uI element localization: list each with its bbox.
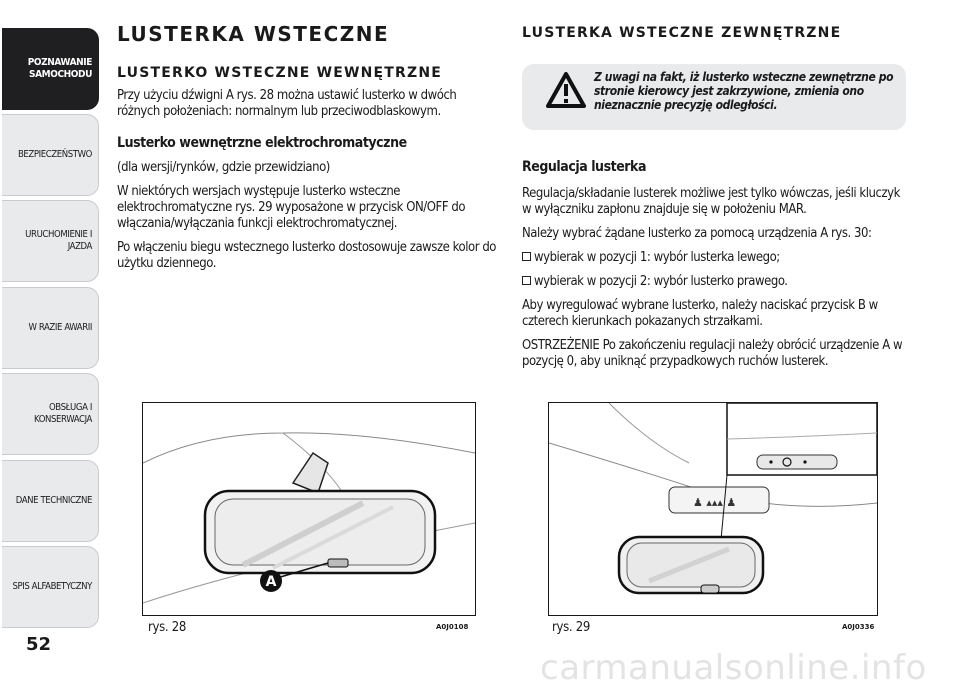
page-title: LUSTERKA WSTECZNE	[117, 22, 390, 46]
warning-triangle-icon	[546, 72, 586, 108]
section-title-exterior-mirrors: LUSTERKA WSTECZNE ZEWNĘTRZNE	[522, 25, 842, 41]
paragraph: W niektórych wersjach występuje lusterko wsteczne elektrochromatyczne rys. 29 wyposażone w przycisk ON/OFF do włączania/wyłączania funkcji elektrochromatycznej.	[117, 184, 466, 231]
interior-mirror-illustration	[143, 403, 475, 615]
paragraph: Przy użyciu dźwigni A rys. 28 można ustawić lusterko w dwóch różnych położeniach: normalnym lub przeciwodblaskowym.	[117, 88, 457, 119]
tab-dane-techniczne[interactable]	[2, 460, 99, 542]
left-body	[117, 88, 497, 280]
tab-label-line: URUCHOMIENIE I	[25, 229, 92, 240]
figure-code: A0J0108	[436, 623, 469, 631]
tab-label-line: W RAZIE AWARII	[28, 322, 92, 333]
tab-label-line: BEZPIECZEŃSTWO	[17, 149, 92, 160]
paragraph: Po włączeniu biegu wstecznego lusterko dostosowuje zawsze kolor do użytku dziennego.	[117, 240, 497, 271]
section-title-interior-mirror: LUSTERKO WSTECZNE WEWNĘTRZNE	[117, 65, 443, 81]
tab-uruchomienie-i-jazda[interactable]	[2, 200, 99, 282]
list-item	[522, 250, 912, 266]
list-item-text: wybierak w pozycji 2: wybór lusterko prawego.	[534, 274, 788, 289]
warning-text: Z uwagi na fakt, iż lusterko wsteczne zewnętrzne po stronie kierowcy jest zakrzywione, zmienia ono nieznacznie precyzję odległości.	[594, 70, 894, 112]
figure-29-frame	[548, 402, 878, 616]
list-item	[522, 274, 912, 290]
paragraph: Aby wyregulować wybrane lusterko, należy naciskać przycisk B w czterech kierunkach pokazanych strzałkami.	[522, 298, 878, 329]
paragraph: Regulacja/składanie lusterek możliwe jest tylko wówczas, jeśli kluczyk w wyłączniku zapłonu znajduje się w położeniu MAR.	[522, 186, 900, 217]
subsection-title-electrochromic: Lusterko wewnętrzne elektrochromatyczne	[117, 135, 407, 151]
watermark-text: carmanualsonline.info	[540, 648, 927, 688]
note: (dla wersji/rynków, gdzie przewidziano)	[117, 160, 330, 175]
callout-a-label: A	[265, 574, 277, 590]
tab-spis-alfabetyczny[interactable]	[2, 546, 99, 628]
tab-label-line: SAMOCHODU	[29, 69, 92, 80]
tab-label-line: SPIS ALFABETYCZNY	[12, 581, 92, 592]
paragraph: Należy wybrać żądane lusterko za pomocą urządzenia A rys. 30:	[522, 226, 872, 241]
figure-code: A0J0336	[842, 623, 875, 631]
figure-caption: rys. 28	[148, 620, 187, 635]
chapter-sidebar	[0, 0, 101, 686]
tab-label-line: POZNAWANIE	[27, 57, 92, 68]
figure-28-frame	[142, 402, 476, 616]
paragraph: OSTRZEŻENIE Po zakończeniu regulacji należy obrócić urządzenie A w pozycję 0, aby uniknąć przypadkowych ruchów lusterek.	[522, 338, 903, 369]
tab-obsluga-i-konserwacja[interactable]	[2, 373, 99, 455]
tab-poznawanie-samochodu[interactable]	[2, 28, 99, 110]
subsection-title-mirror-adjustment: Regulacja lusterka	[522, 159, 647, 175]
list-item-text: wybierak w pozycji 1: wybór lusterka lewego;	[534, 250, 780, 265]
tab-label-line: OBSŁUGA I	[48, 402, 92, 413]
page-number: 52	[26, 634, 52, 655]
tab-label-line: KONSERWACJA	[34, 414, 92, 425]
tab-bezpieczenstwo[interactable]	[2, 114, 99, 196]
right-body	[522, 158, 912, 378]
warning-box	[522, 64, 906, 130]
tab-label-line: JAZDA	[67, 241, 92, 252]
checkbox-square-icon	[522, 276, 531, 285]
figure-caption: rys. 29	[552, 620, 591, 635]
tab-w-razie-awarii[interactable]	[2, 287, 99, 369]
tab-label-line: DANE TECHNICZNE	[15, 495, 92, 506]
electrochromic-mirror-illustration	[549, 403, 877, 615]
checkbox-square-icon	[522, 252, 531, 261]
svg-text:♟ ▴▴▴ ♟: ♟ ▴▴▴ ♟	[693, 496, 737, 509]
